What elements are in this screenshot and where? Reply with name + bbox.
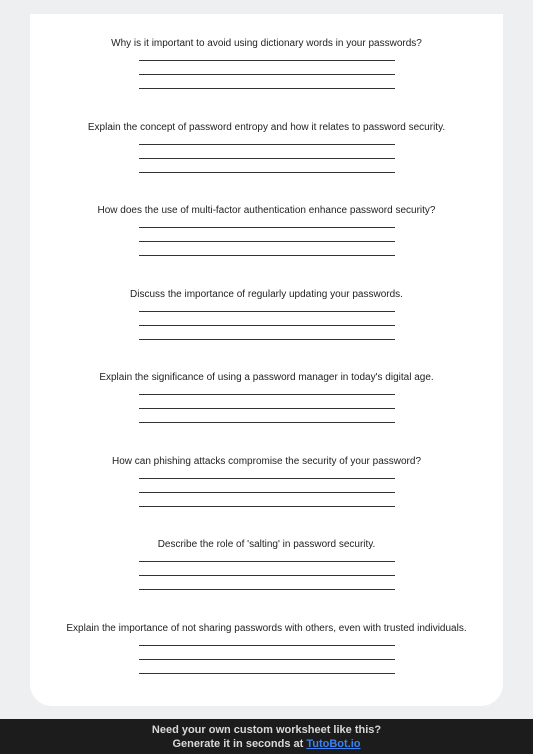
answer-line[interactable]	[139, 394, 395, 395]
answer-line[interactable]	[139, 325, 395, 326]
question-text: Explain the importance of not sharing passwords with others, even with trusted individuals.	[66, 623, 467, 634]
question-text: Discuss the importance of regularly updating your passwords.	[130, 289, 403, 300]
question-text: How does the use of multi-factor authentication enhance password security?	[97, 205, 436, 216]
answer-line[interactable]	[139, 561, 395, 562]
question-block	[0, 623, 533, 674]
tutobot-link[interactable]: TutoBot.io	[306, 738, 361, 750]
answer-line[interactable]	[139, 408, 395, 409]
answer-line[interactable]	[139, 144, 395, 145]
answer-line[interactable]	[139, 589, 395, 590]
promo-footer	[0, 719, 533, 754]
question-text: Describe the role of 'salting' in password security.	[157, 539, 376, 550]
answer-line[interactable]	[139, 339, 395, 340]
answer-line[interactable]	[139, 227, 395, 228]
answer-line[interactable]	[139, 158, 395, 159]
footer-subline	[0, 737, 533, 751]
question-text: Explain the significance of using a password manager in today's digital age.	[99, 372, 434, 383]
question-block	[0, 456, 533, 507]
answer-line[interactable]	[139, 492, 395, 493]
answer-line[interactable]	[139, 241, 395, 242]
question-block	[0, 372, 533, 423]
footer-headline: Need your own custom worksheet like this?	[151, 724, 382, 736]
answer-line[interactable]	[139, 172, 395, 173]
worksheet-page	[30, 14, 503, 706]
answer-line[interactable]	[139, 478, 395, 479]
answer-line[interactable]	[139, 74, 395, 75]
answer-line[interactable]	[139, 659, 395, 660]
answer-line[interactable]	[139, 255, 395, 256]
answer-line[interactable]	[139, 575, 395, 576]
question-block	[0, 289, 533, 340]
question-text: Explain the concept of password entropy and how it relates to password security.	[87, 122, 446, 133]
question-block	[0, 122, 533, 173]
question-text: How can phishing attacks compromise the security of your password?	[111, 456, 422, 467]
answer-line[interactable]	[139, 673, 395, 674]
answer-line[interactable]	[139, 88, 395, 89]
answer-line[interactable]	[139, 311, 395, 312]
answer-line[interactable]	[139, 422, 395, 423]
question-block	[0, 539, 533, 590]
footer-prefix: Generate it in seconds at	[172, 738, 307, 750]
answer-line[interactable]	[139, 506, 395, 507]
question-block	[0, 205, 533, 256]
answer-line[interactable]	[139, 645, 395, 646]
question-block	[0, 38, 533, 89]
answer-line[interactable]	[139, 60, 395, 61]
question-text: Why is it important to avoid using dictionary words in your passwords?	[111, 38, 422, 49]
